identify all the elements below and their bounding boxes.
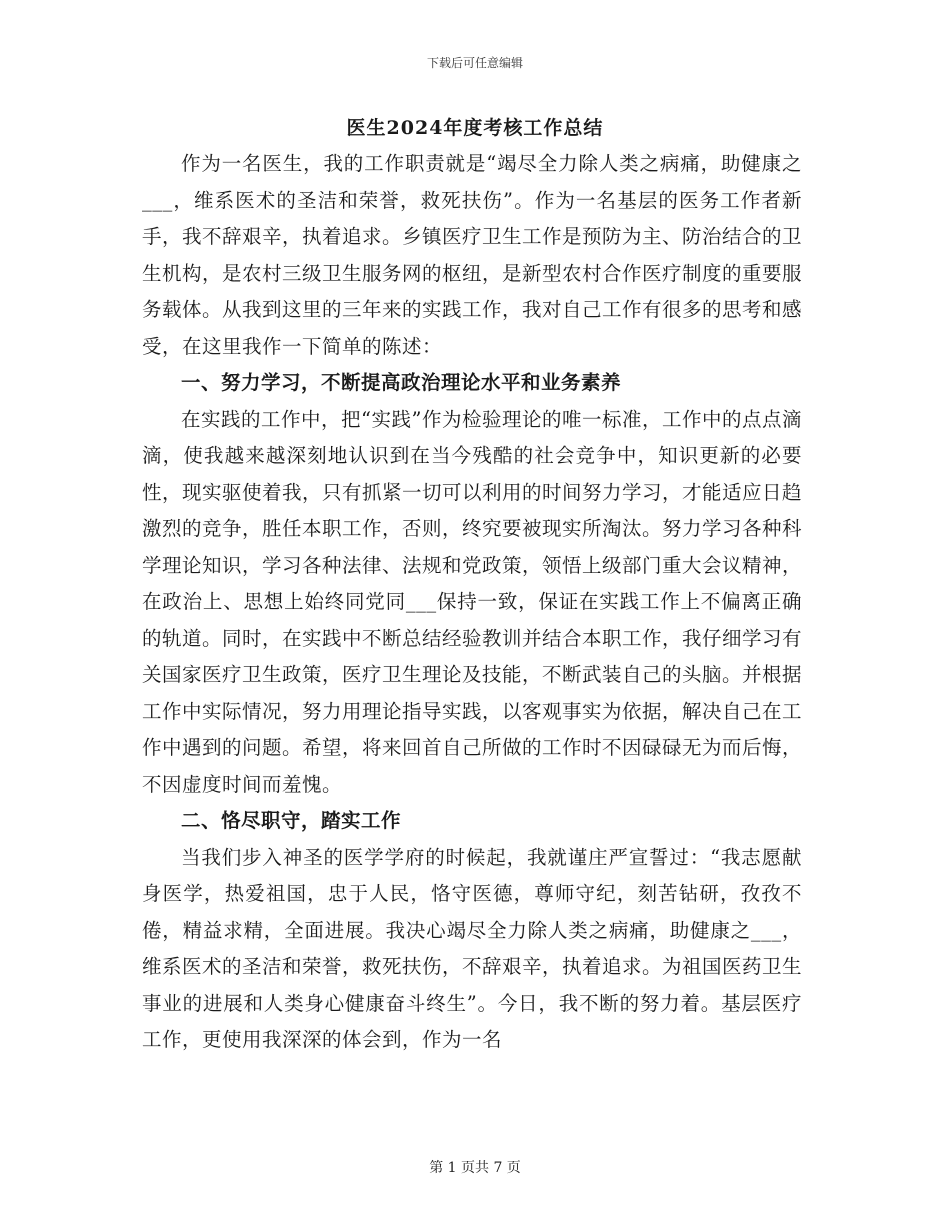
section-heading-2: 二、恪尽职守，踏实工作 xyxy=(181,809,402,832)
section-heading-1: 一、努力学习，不断提高政治理论水平和业务素养 xyxy=(181,371,622,394)
page-number: 第 1 页共 7 页 xyxy=(429,1160,521,1176)
header-note: 下载后可任意编辑 xyxy=(426,56,523,70)
section-paragraph-1: 在实践的工作中，把“实践”作为检验理论的唯一标准，工作中的点点滴滴，使我越来越深刻地认识到在当今残酷的社会竞争中，知识更新的必要性，现实驱使着我，只有抓紧一切可以利用的时间努力学习，才能适应日趋激烈的竞争，胜任本职工作，否则，终究要被现实所淘汰。努力学习各种科学理论知识，学习各种法律、法规和党政策，领悟上级部门重大会议精神，在政治上、思想上始终同党同___保持一致，保证在实践工作上不偏离正确的轨道。同时，在实践中不断总结经验教训并结合本职工作，我仔细学习有关国家医疗卫生政策，医疗卫生理论及技能，不断武装自己的头脑。并根据工作中实际情况，努力用理论指导实践，以客观事实为依据，解决自己在工作中遇到的问题。希望，将来回首自己所做的工作时不因碌碌无为而后悔，不因虚度时间而羞愧。 xyxy=(142,407,803,796)
document-title: 医生2024年度考核工作总结 xyxy=(346,117,604,139)
document-body xyxy=(142,146,802,1059)
section-paragraph-2: 当我们步入神圣的医学学府的时候起，我就谨庄严宣誓过：“我志愿献身医学，热爱祖国，忠于人民，恪守医德，尊师守纪，刻苦钻研，孜孜不倦，精益求精，全面进展。我决心竭尽全力除人类之病痛，助健康之___，维系医术的圣洁和荣誉，救死扶伤，不辞艰辛，执着追求。为祖国医药卫生事业的进展和人类身心健康奋斗终生”。今日，我不断的努力着。基层医疗工作，更使用我深深的体会到，作为一名 xyxy=(142,845,803,1051)
intro-paragraph: 作为一名医生，我的工作职责就是“竭尽全力除人类之病痛，助健康之___，维系医术的圣洁和荣誉，救死扶伤”。作为一名基层的医务工作者新手，我不辞艰辛，执着追求。乡镇医疗卫生工作是预防为主、防治结合的卫生机构，是农村三级卫生服务网的枢纽，是新型农村合作医疗制度的重要服务载体。从我到这里的三年来的实践工作，我对自己工作有很多的思考和感受，在这里我作一下简单的陈述： xyxy=(142,152,803,358)
